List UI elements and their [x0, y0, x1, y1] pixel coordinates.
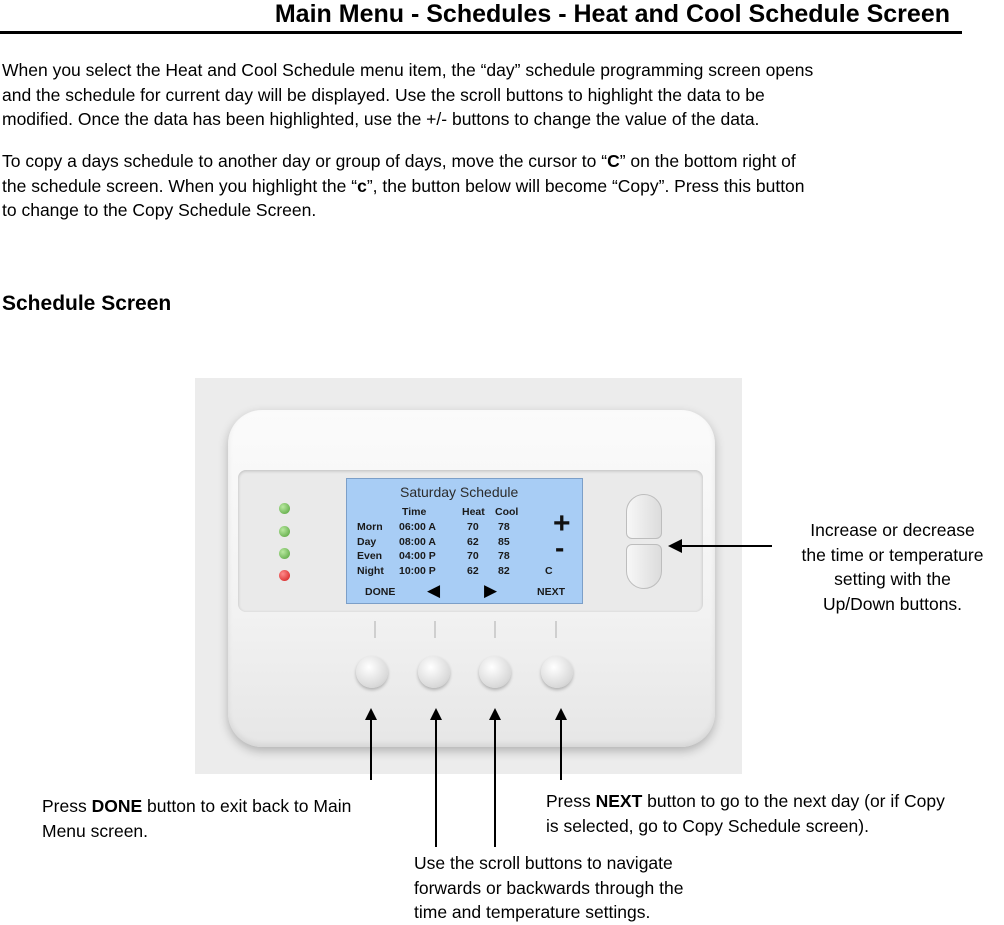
page-title: Main Menu - Schedules - Heat and Cool Schedule Screen — [0, 0, 962, 34]
lcd-row-day-period: Day — [357, 536, 377, 548]
lcd-row-day-time[interactable]: 08:00 A — [399, 536, 436, 548]
lcd-left-arrow-icon: ◀ — [427, 581, 441, 600]
lcd-row-morn-cool[interactable]: 78 — [498, 521, 510, 533]
section-title: Schedule Screen — [2, 292, 172, 315]
intro-p2-line-1a: To copy a days schedule to another day or group of days, move the cursor to “ — [2, 151, 608, 171]
lcd-row-even-period: Even — [357, 550, 383, 562]
next-button[interactable] — [541, 656, 573, 688]
updown-line-4: Up/Down buttons. — [822, 593, 963, 614]
done-pointer-line — [370, 718, 372, 780]
done-note-suffix: button to exit back to Main — [142, 796, 352, 816]
next-note-line-2: is selected, go to Copy Schedule screen). — [546, 815, 869, 836]
done-button[interactable] — [356, 656, 388, 688]
scroll-back-button[interactable] — [418, 656, 450, 688]
lcd-row-day-heat[interactable]: 62 — [467, 536, 479, 548]
intro-p2-line-2c: ”, the button below will become “Copy”. Press this button — [366, 175, 805, 196]
down-button[interactable] — [626, 544, 662, 589]
lcd-row-day-cool[interactable]: 85 — [498, 536, 510, 548]
status-led-green-1 — [279, 503, 290, 514]
lcd-title: Saturday Schedule — [400, 484, 519, 500]
updown-line-3: setting with the — [834, 569, 951, 589]
done-note-line-2: Menu screen. — [42, 820, 149, 841]
scroll-note-line-1: Use the scroll buttons to navigate — [414, 853, 673, 873]
lcd-screen — [346, 478, 583, 604]
updown-pointer-arrow — [668, 535, 774, 557]
button-tick-4 — [555, 621, 557, 638]
lcd-row-morn-period: Morn — [357, 521, 383, 533]
button-tick-2 — [434, 621, 436, 638]
scroll-annotation — [414, 851, 744, 925]
lcd-row-even-cool[interactable]: 78 — [498, 550, 510, 562]
done-annotation — [42, 794, 422, 843]
status-led-red — [279, 570, 290, 581]
button-tick-1 — [374, 621, 376, 638]
scroll-note-line-3: time and temperature settings. — [414, 902, 651, 922]
lcd-row-night-heat[interactable]: 62 — [467, 565, 479, 577]
status-led-green-3 — [279, 548, 290, 559]
intro-p2-line-1c: ” on the bottom right of — [619, 151, 796, 171]
lcd-copy-marker[interactable]: C — [545, 565, 553, 577]
scroll-forward-pointer-line — [494, 718, 496, 847]
lcd-row-even-heat[interactable]: 70 — [467, 550, 479, 562]
button-tick-3 — [494, 621, 496, 638]
lcd-row-even-time[interactable]: 04:00 P — [399, 550, 436, 562]
intro-p2-line-3: to change to the Copy Schedule Screen. — [2, 200, 317, 220]
intro-p2-c-upper: C — [607, 151, 620, 171]
lcd-row-morn-heat[interactable]: 70 — [467, 521, 479, 533]
next-note-bold: NEXT — [595, 791, 643, 811]
done-note-bold: DONE — [91, 796, 143, 816]
lcd-row-night-period: Night — [357, 565, 384, 577]
next-note-prefix: Press — [546, 791, 596, 811]
next-pointer-line — [560, 718, 562, 780]
lcd-row-morn-time[interactable]: 06:00 A — [399, 521, 436, 533]
scroll-forward-button[interactable] — [479, 656, 511, 688]
next-annotation — [546, 789, 1004, 838]
next-note-suffix: button to go to the next day (or if Copy — [642, 791, 945, 811]
lcd-next-label: NEXT — [537, 586, 566, 598]
lcd-col-time: Time — [402, 506, 427, 518]
intro-p2-c-lower: c — [357, 175, 367, 196]
lcd-minus-indicator: - — [555, 532, 565, 563]
intro-p1-line-1: When you select the Heat and Cool Schedule menu item, the “day” schedule programming screen opens — [2, 60, 814, 80]
updown-annotation — [780, 518, 1004, 616]
intro-paragraph-2 — [2, 149, 952, 223]
updown-line-2: the time or temperature — [801, 544, 984, 565]
lcd-plus-indicator: + — [553, 507, 571, 540]
intro-p1-line-2: and the schedule for current day will be displayed. Use the scroll buttons to highlight the data to be — [2, 84, 765, 105]
lcd-done-label: DONE — [365, 586, 396, 598]
done-note-prefix: Press — [42, 796, 92, 816]
status-led-green-2 — [279, 526, 290, 537]
scroll-back-pointer-line — [435, 718, 437, 847]
lcd-right-arrow-icon: ▶ — [484, 581, 498, 600]
lcd-row-night-time[interactable]: 10:00 P — [399, 565, 436, 577]
lcd-col-heat: Heat — [462, 506, 485, 518]
up-button[interactable] — [626, 494, 662, 539]
intro-p1-line-3: modified. Once the data has been highlighted, use the +/- buttons to change the value of the data. — [2, 109, 760, 129]
updown-line-1: Increase or decrease — [810, 520, 975, 540]
intro-p2-line-2a: the schedule screen. When you highlight the “ — [2, 175, 358, 196]
scroll-note-line-2: forwards or backwards through the — [414, 877, 684, 898]
lcd-row-night-cool[interactable]: 82 — [498, 565, 510, 577]
intro-paragraph-1 — [2, 58, 952, 132]
lcd-col-cool: Cool — [495, 506, 519, 518]
